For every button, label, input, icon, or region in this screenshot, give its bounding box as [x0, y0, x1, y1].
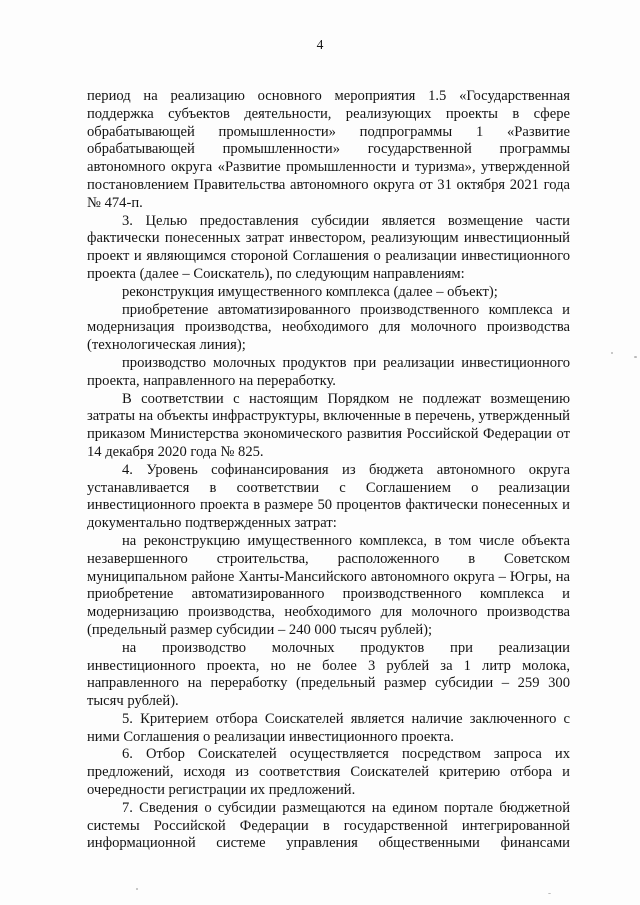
paragraph-clause-4-reconstruction: на реконструкцию имущественного комплекса, в том числе объекта незавершенного строительства, расположенного в Советском муниципальном районе Ханты-Мансийского автономного округа – Югры, на приобретение автоматизированного производственного комплекса и модернизацию производства, необходимого для молочного производства (предельный размер субсидии – 240 000 тысяч рублей); — [87, 532, 570, 638]
scan-speck — [548, 893, 551, 894]
scan-speck — [611, 352, 613, 354]
paragraph-clause-3: 3. Целью предоставления субсидии является возмещение части фактически понесенных затрат инвестором, реализующим инвестиционный проект и являющимся стороной Соглашения о реализации инвестиционного проекта (далее – Соискатель), по следующим направлениям: — [87, 212, 570, 282]
paragraph-clause-4-production: на производство молочных продуктов при реализации инвестиционного проекта, но не более 3 рублей за 1 литр молока, направленного на переработку (предельный размер субсидии – 259 300 тысяч рублей). — [87, 639, 570, 710]
paragraph-clause-6: 6. Отбор Соискателей осуществляется посредством запроса их предложений, исходя из соответствия Соискателей критерию отбора и очередности регистрации их предложений. — [87, 746, 570, 799]
paragraph-direction-reconstruction: реконструкция имущественного комплекса (далее – объект); — [122, 283, 498, 300]
paragraph-exclusion: В соответствии с настоящим Порядком не подлежат возмещению затраты на объекты инфраструктуры, включенные в перечень, утвержденный приказом Министерства экономического развития Российской Федерации от 14 декабря 2020 года № 825. — [87, 390, 570, 460]
paragraph-direction-equipment: приобретение автоматизированного производственного комплекса и модернизация производства, необходимого для молочного производства (технологическая линия); — [87, 301, 570, 354]
paragraph-clause-7: 7. Сведения о субсидии размещаются на едином портале бюджетной системы Российской Федерации в государственной интегрированной информационной системе управления общественными финансами — [87, 799, 570, 852]
paragraph-clause-4: 4. Уровень софинансирования из бюджета автономного округа устанавливается в соответствии с Соглашением о реализации инвестиционного проекта в размере 50 процентов фактически понесенных и документально подтвержденных затрат: — [87, 461, 570, 532]
paragraph-clause-5: 5. Критерием отбора Соискателей является наличие заключенного с ними Соглашения о реализации инвестиционного проекта. — [87, 710, 570, 745]
paragraph-direction-production: производство молочных продуктов при реализации инвестиционного проекта, направленного на переработку. — [87, 354, 570, 389]
scan-speck — [634, 356, 637, 358]
document-body — [87, 88, 570, 853]
paragraph-intro-continuation: период на реализацию основного мероприятия 1.5 «Государственная поддержка субъектов деятельности, реализующих проекты в сфере обрабатывающей промышленности» подпрограммы 1 «Развитие обрабатывающей промышленности» государственной программы автономного округа «Развитие промышленности и туризма», утвержденной постановлением Правительства автономного округа от 31 октября 2021 года № 474-п. — [87, 88, 570, 211]
page-number: 4 — [316, 37, 324, 52]
scan-speck — [136, 888, 138, 890]
